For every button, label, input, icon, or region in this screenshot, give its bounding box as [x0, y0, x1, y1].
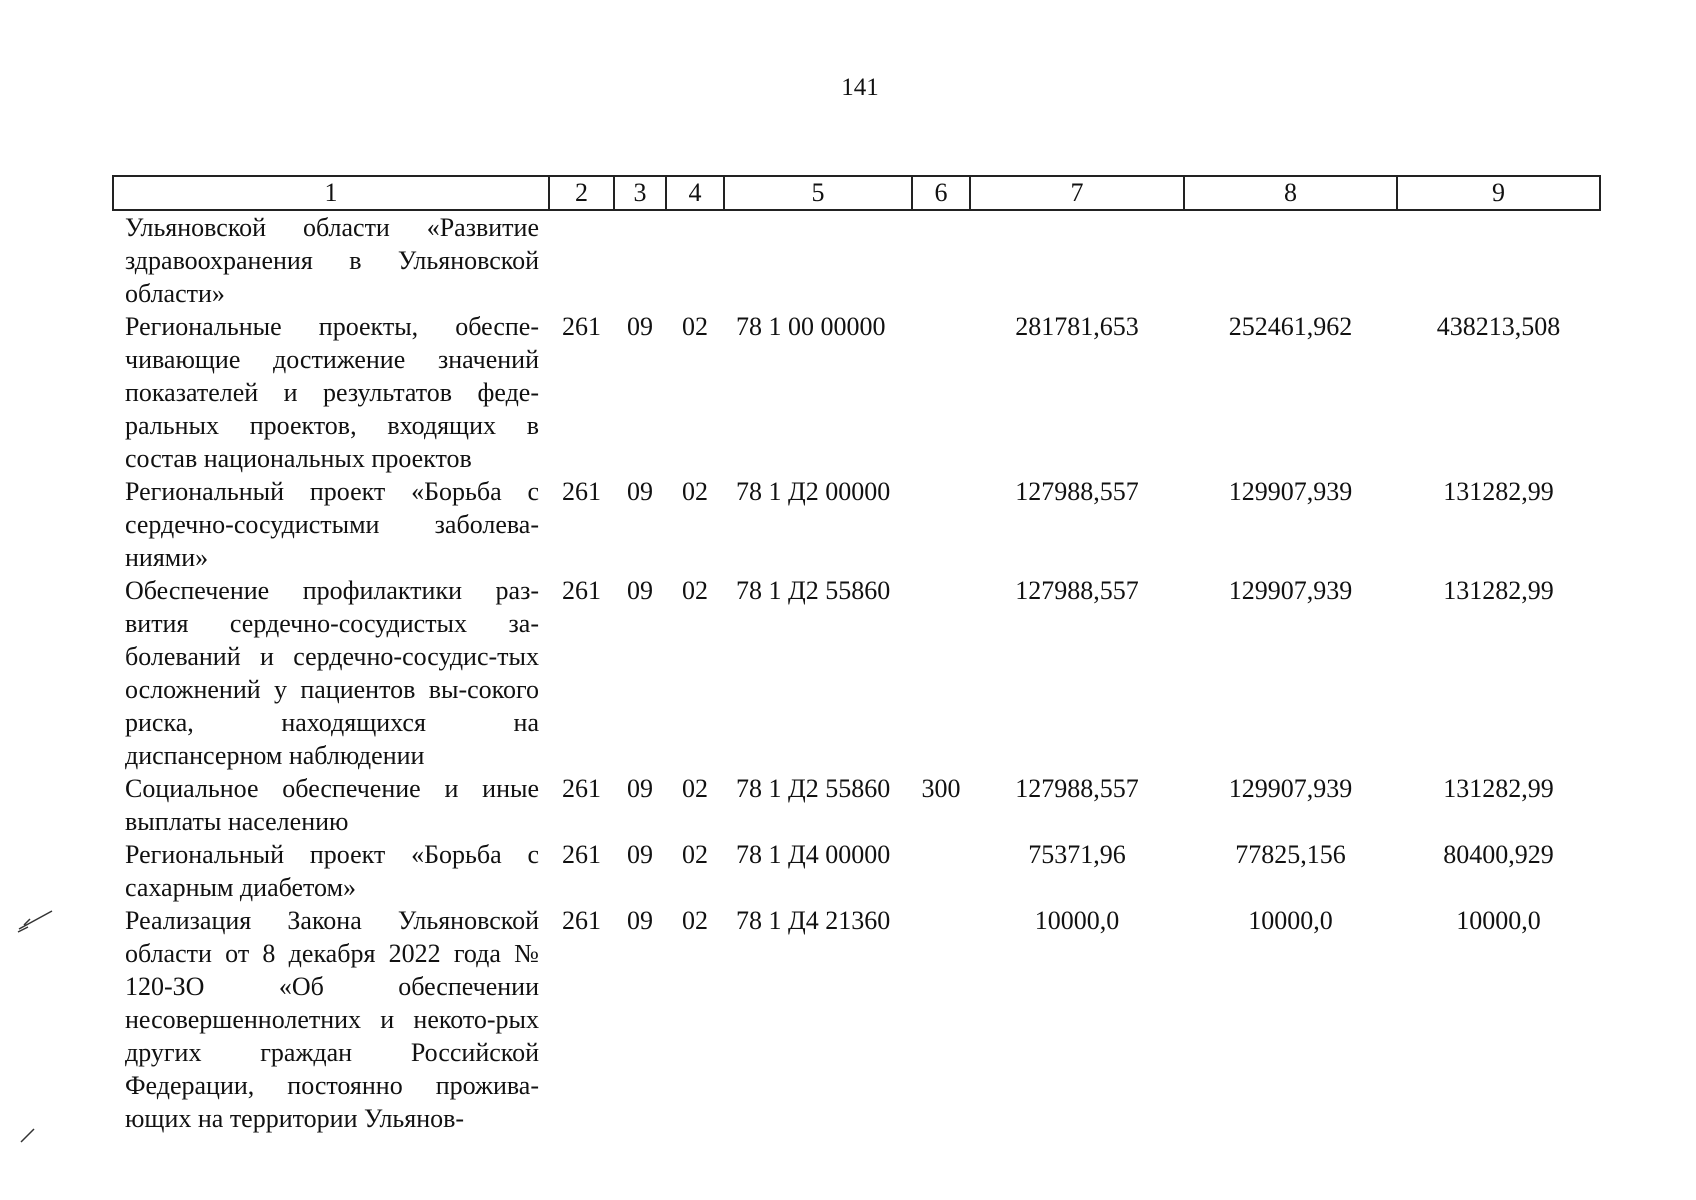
- expense-type-code: [912, 904, 970, 1135]
- amount-col9: 80400,929: [1443, 840, 1554, 869]
- amount-col8: 129907,939: [1228, 576, 1353, 605]
- amount-col8: 129907,939: [1228, 774, 1353, 803]
- subsection-code: 02: [682, 312, 708, 341]
- amount-col9: 131282,99: [1443, 576, 1554, 605]
- row-name: Региональный проект «Борьба с сердечно-сосудистыми заболева-ниями»: [125, 477, 539, 572]
- section-code: 09: [627, 312, 653, 341]
- page-number: 141: [841, 74, 879, 101]
- amount-col8: [1184, 210, 1397, 310]
- target-article-code: 78 1 Д2 55860: [736, 774, 891, 803]
- subsection-code: [666, 210, 724, 310]
- section-code: 09: [627, 840, 653, 869]
- target-article-code: 78 1 00 00000: [736, 312, 886, 341]
- amount-col7: 127988,557: [1015, 576, 1139, 605]
- subsection-code: 02: [682, 906, 708, 935]
- amount-col9: 438213,508: [1436, 312, 1561, 341]
- amount-col9: 10000,0: [1456, 906, 1541, 935]
- amount-col7: 281781,653: [1015, 312, 1139, 341]
- table-row: [113, 838, 1600, 904]
- column-header: 8: [1184, 176, 1397, 210]
- column-header: 5: [724, 176, 912, 210]
- budget-table: [112, 175, 1601, 1135]
- ministry-code: 261: [562, 906, 601, 935]
- amount-col7: 75371,96: [1028, 840, 1126, 869]
- column-number-header: [113, 176, 1600, 210]
- ministry-code: 261: [562, 576, 601, 605]
- expense-type-code: [912, 475, 970, 574]
- section-code: [614, 210, 666, 310]
- amount-col8: 252461,962: [1228, 312, 1353, 341]
- expense-type-code: [912, 310, 970, 475]
- table-row: [113, 475, 1600, 574]
- row-name: Реализация Закона Ульяновской области от 8 декабря 2022 года № 120-ЗО «Об обеспечении несовершеннолетних и некото-рых других граждан Российской Федерации, постоянно прожива-ющих на территории Ульянов-: [125, 906, 539, 1133]
- amount-col9: [1397, 210, 1600, 310]
- ministry-code: 261: [562, 312, 601, 341]
- row-name: Социальное обеспечение и иные выплаты населению: [125, 774, 539, 836]
- column-header: 2: [549, 176, 614, 210]
- column-header: 4: [666, 176, 724, 210]
- target-article-code: 78 1 Д2 55860: [736, 576, 891, 605]
- column-header: 7: [970, 176, 1184, 210]
- column-header: 3: [614, 176, 666, 210]
- amount-col7: 10000,0: [1034, 906, 1120, 935]
- subsection-code: 02: [682, 774, 708, 803]
- amount-col8: 10000,0: [1248, 906, 1333, 935]
- section-code: 09: [627, 576, 653, 605]
- target-article-code: 78 1 Д2 00000: [736, 477, 891, 506]
- expense-type-code: [912, 838, 970, 904]
- amount-col7: 127988,557: [1015, 477, 1139, 506]
- column-header: 9: [1397, 176, 1600, 210]
- amount-col8: 129907,939: [1228, 477, 1353, 506]
- section-code: 09: [627, 906, 653, 935]
- expense-type-code: [912, 210, 970, 310]
- table-row: [113, 210, 1600, 310]
- amount-col7: 127988,557: [1015, 774, 1139, 803]
- target-article-code: 78 1 Д4 00000: [736, 840, 891, 869]
- table-row: [113, 574, 1600, 772]
- section-code: 09: [627, 477, 653, 506]
- amount-col7: [970, 210, 1184, 310]
- expense-type-code: [912, 574, 970, 772]
- pen-mark: [18, 1125, 38, 1145]
- subsection-code: 02: [682, 477, 708, 506]
- amount-col9: 131282,99: [1443, 477, 1554, 506]
- row-name: Ульяновской области «Развитие здравоохранения в Ульяновской области»: [125, 213, 539, 308]
- ministry-code: 261: [562, 477, 601, 506]
- pen-mark: [16, 905, 56, 935]
- table-row: [113, 772, 1600, 838]
- amount-col9: 131282,99: [1443, 774, 1554, 803]
- row-name: Региональные проекты, обеспе-чивающие достижение значений показателей и результатов феде-ральных проектов, входящих в состав национальных проектов: [125, 312, 539, 473]
- row-name: Региональный проект «Борьба с сахарным диабетом»: [125, 840, 539, 902]
- target-article-code: [724, 210, 912, 310]
- target-article-code: 78 1 Д4 21360: [736, 906, 891, 935]
- amount-col8: 77825,156: [1235, 840, 1346, 869]
- ministry-code: [549, 210, 614, 310]
- expense-type-code: 300: [921, 774, 961, 803]
- subsection-code: 02: [682, 840, 708, 869]
- row-name: Обеспечение профилактики раз-вития сердечно-сосудистых за-болеваний и сердечно-сосудис-тых осложнений у пациентов вы-сокого риска, находящихся на диспансерном наблюдении: [125, 576, 539, 770]
- column-header: 1: [113, 176, 549, 210]
- table-row: [113, 904, 1600, 1135]
- column-header: 6: [912, 176, 970, 210]
- ministry-code: 261: [562, 840, 601, 869]
- subsection-code: 02: [682, 576, 708, 605]
- table-row: [113, 310, 1600, 475]
- ministry-code: 261: [562, 774, 601, 803]
- section-code: 09: [627, 774, 653, 803]
